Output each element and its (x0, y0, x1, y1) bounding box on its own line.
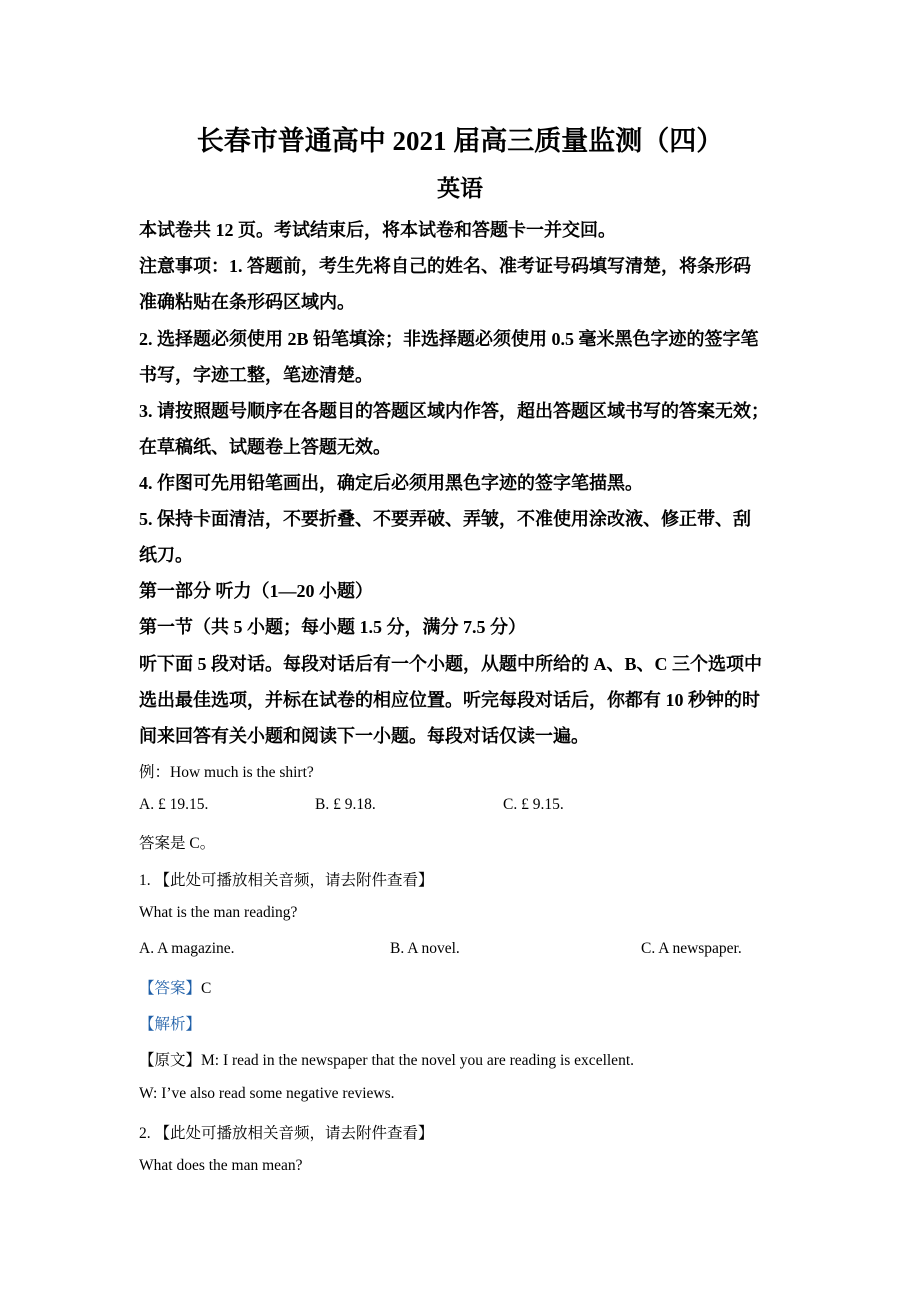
original-label: 【原文】 (139, 1052, 202, 1069)
directions-line-3: 间来回答有关小题和阅读下一小题。每段对话仅读一遍。 (139, 726, 589, 746)
note-5-line-2: 纸刀。 (139, 545, 193, 565)
question-1-audio-line[interactable]: 1. 【此处可播放相关音频，请去附件查看】 (139, 872, 434, 889)
example-option-a: A. £ 19.15. (139, 796, 209, 813)
question-2-audio-line[interactable]: 2. 【此处可播放相关音频，请去附件查看】 (139, 1125, 434, 1142)
subject-title: 英语 (437, 176, 483, 201)
part-1-heading: 第一部分 听力（1—20 小题） (139, 581, 373, 601)
section-1-heading: 第一节（共 5 小题；每小题 1.5 分，满分 7.5 分） (139, 617, 526, 637)
question-1-answer (139, 976, 211, 998)
answer-value: C (201, 980, 212, 997)
note-1-line-2: 准确粘贴在条形码区域内。 (139, 292, 355, 312)
directions-line-2: 选出最佳选项，并标在试卷的相应位置。听完每段对话后，你都有 10 秒钟的时 (139, 690, 760, 710)
note-1-line-1: 注意事项：1. 答题前，考生先将自己的姓名、准考证号码填写清楚，将条形码 (139, 256, 751, 276)
note-4: 4. 作图可先用铅笔画出，确定后必须用黑色字迹的签字笔描黑。 (139, 473, 643, 493)
example-option-b: B. £ 9.18. (315, 796, 376, 813)
example-option-c: C. £ 9.15. (503, 796, 564, 813)
note-3-line-2: 在草稿纸、试题卷上答题无效。 (139, 437, 391, 457)
original-text-line-2: W: I’ve also read some negative reviews. (139, 1085, 395, 1102)
intro-text: 本试卷共 12 页。考试结束后，将本试卷和答题卡一并交回。 (139, 220, 616, 240)
answer-label: 【答案】 (139, 980, 202, 997)
example-answer: 答案是 C。 (139, 835, 216, 852)
question-1-option-b: B. A novel. (390, 940, 460, 957)
example-question: 例：How much is the shirt? (139, 764, 314, 781)
question-2-text: What does the man mean? (139, 1157, 303, 1174)
question-1-option-a: A. A magazine. (139, 940, 235, 957)
question-1-text: What is the man reading? (139, 904, 298, 921)
directions-line-1: 听下面 5 段对话。每段对话后有一个小题，从题中所给的 A、B、C 三个选项中 (139, 654, 763, 674)
note-5-line-1: 5. 保持卡面清洁，不要折叠、不要弄破、弄皱，不准使用涂改液、修正带、刮 (139, 509, 751, 529)
note-2-line-2: 书写，字迹工整，笔迹清楚。 (139, 365, 373, 385)
question-1-option-c: C. A newspaper. (641, 940, 742, 957)
analysis-label: 【解析】 (139, 1016, 202, 1033)
note-3-line-1: 3. 请按照题号顺序在各题目的答题区域内作答，超出答题区域书写的答案无效； (139, 401, 769, 421)
original-line-1-text: M: I read in the newspaper that the novel you are reading is excellent. (201, 1052, 634, 1069)
note-2-line-1: 2. 选择题必须使用 2B 铅笔填涂；非选择题必须使用 0.5 毫米黑色字迹的签字笔 (139, 329, 759, 349)
original-text-line-1 (139, 1048, 634, 1070)
exam-title: 长春市普通高中 2021 届高三质量监测（四） (196, 126, 724, 156)
